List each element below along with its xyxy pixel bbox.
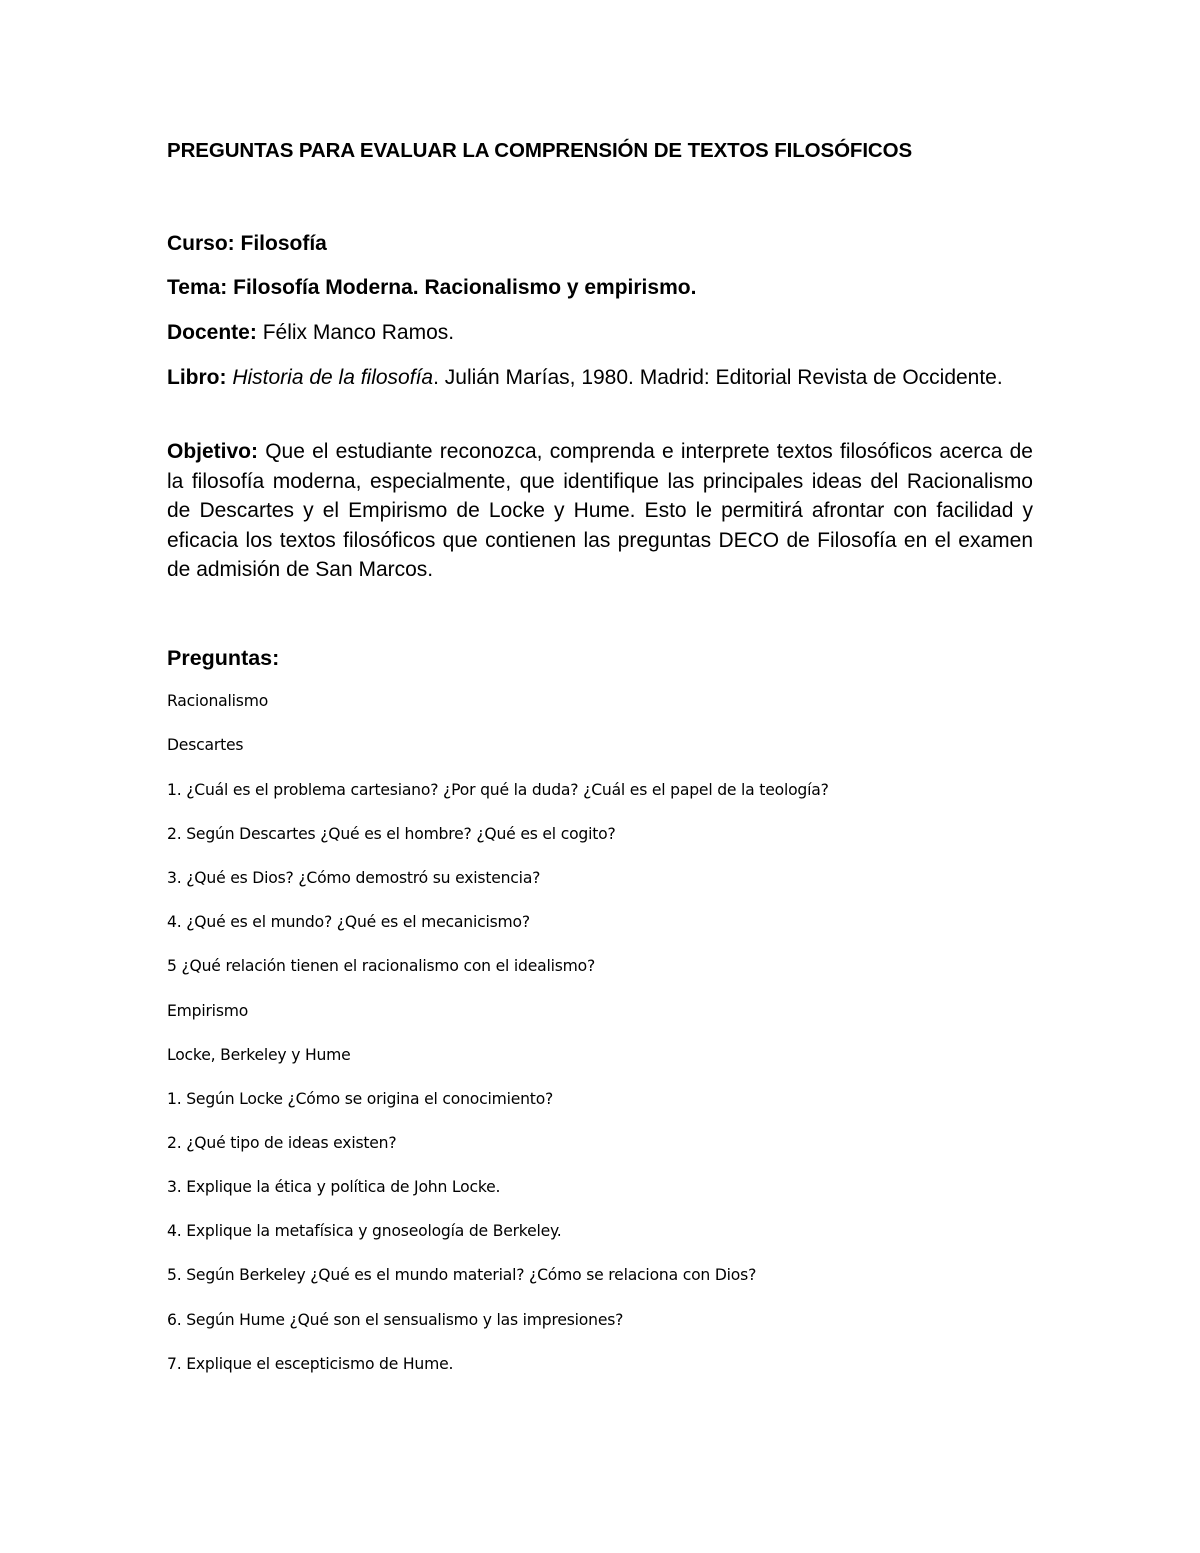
course-line: Curso: Filosofía [167,232,327,255]
section-author-descartes: Descartes [167,736,244,754]
teacher-value: Félix Manco Ramos. [256,321,455,344]
document-title: PREGUNTAS PARA EVALUAR LA COMPRENSIÓN DE TEXTOS FILOSÓFICOS [167,139,913,162]
question-item: 1. ¿Cuál es el problema cartesiano? ¿Por qué la duda? ¿Cuál es el papel de la teología? [167,781,829,799]
question-item: 7. Explique el escepticismo de Hume. [167,1355,454,1373]
book-line [167,363,1033,393]
objective-paragraph [167,437,1033,585]
section-heading-empirismo: Empirismo [167,1002,249,1020]
question-item: 3. Explique la ética y política de John Locke. [167,1178,501,1196]
questions-heading: Preguntas: [167,646,280,670]
book-label: Libro: [167,366,227,389]
teacher-label: Docente: [167,321,257,344]
section-heading-racionalismo: Racionalismo [167,692,269,710]
topic-line: Tema: Filosofía Moderna. Racionalismo y empirismo. [167,276,697,299]
question-item: 3. ¿Qué es Dios? ¿Cómo demostró su existencia? [167,869,541,887]
teacher-line [167,318,1033,348]
objective-text: Que el estudiante reconozca, comprenda e interprete textos filosóficos acerca de la filosofía moderna, especialmente, que identifique las principales ideas del Racionalismo de Descartes y el Empirismo de Locke y Hume. Esto le permitirá afrontar con facilidad y eficacia los textos filosóficos que contienen las preguntas DECO de Filosofía en el examen de admisión de San Marcos. [167,440,1033,582]
question-item: 5 ¿Qué relación tienen el racionalismo con el idealismo? [167,957,596,975]
question-item: 2. Según Descartes ¿Qué es el hombre? ¿Qué es el cogito? [167,825,616,843]
objective-label: Objetivo: [167,440,259,463]
question-item: 4. Explique la metafísica y gnoseología de Berkeley. [167,1222,562,1240]
question-item: 5. Según Berkeley ¿Qué es el mundo material? ¿Cómo se relaciona con Dios? [167,1266,757,1284]
question-item: 4. ¿Qué es el mundo? ¿Qué es el mecanicismo? [167,913,530,931]
question-item: 1. Según Locke ¿Cómo se origina el conocimiento? [167,1090,554,1108]
question-item: 6. Según Hume ¿Qué son el sensualismo y las impresiones? [167,1311,624,1329]
book-reference: . Julián Marías, 1980. Madrid: Editorial Revista de Occidente. [433,366,1003,389]
book-title: Historia de la filosofía [232,366,434,389]
question-item: 2. ¿Qué tipo de ideas existen? [167,1134,397,1152]
section-author-locke-berkeley-hume: Locke, Berkeley y Hume [167,1046,351,1064]
